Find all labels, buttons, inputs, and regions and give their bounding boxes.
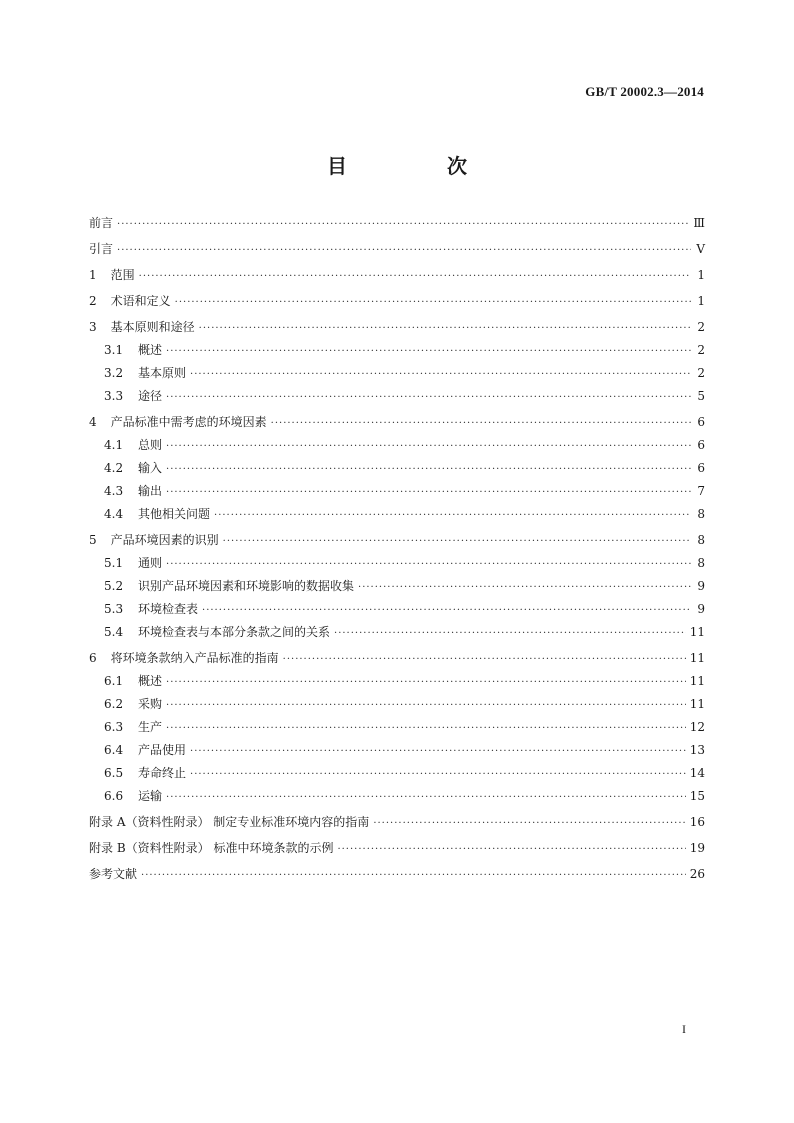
- toc-entry-page: 8: [697, 556, 705, 570]
- table-of-contents: [89, 216, 705, 883]
- toc-entry-page: 19: [689, 841, 705, 855]
- toc-entry-number: 5: [89, 533, 97, 547]
- toc-entry-page: 6: [697, 438, 705, 452]
- toc-dot-leader: [166, 440, 691, 454]
- toc-dot-leader: [223, 535, 691, 549]
- toc-entry-label: 术语和定义: [110, 294, 171, 308]
- toc-entry-page: 13: [689, 743, 705, 757]
- toc-entry-label: 寿命终止: [138, 766, 187, 780]
- toc-entry[interactable]: [89, 625, 705, 641]
- toc-entry-page: 12: [689, 720, 705, 734]
- toc-dot-leader: [166, 676, 686, 690]
- toc-entry[interactable]: [89, 720, 705, 736]
- toc-entry[interactable]: [89, 556, 705, 572]
- toc-entry[interactable]: [89, 651, 705, 667]
- toc-entry[interactable]: [89, 533, 705, 549]
- toc-dot-leader: [166, 791, 686, 805]
- toc-entry-page: 6: [697, 415, 705, 429]
- toc-entry-page: 11: [689, 651, 705, 665]
- toc-entry[interactable]: [89, 268, 705, 284]
- toc-entry[interactable]: [89, 484, 705, 500]
- toc-entry-page: 11: [689, 674, 705, 688]
- toc-entry-number: 6.4: [104, 743, 124, 757]
- toc-dot-leader: [166, 486, 691, 500]
- toc-entry-number: 5.2: [104, 579, 124, 593]
- toc-entry-page: Ⅴ: [696, 242, 705, 256]
- toc-entry-number: 6.2: [104, 697, 124, 711]
- toc-entry-label: 识别产品环境因素和环境影响的数据收集: [138, 579, 355, 593]
- toc-entry-label: 附录 B（资料性附录） 标准中环境条款的示例: [89, 841, 334, 855]
- toc-entry-number: 6.5: [104, 766, 124, 780]
- toc-dot-leader: [166, 558, 691, 572]
- toc-entry-number: 6.1: [104, 674, 124, 688]
- toc-entry-number: 6.3: [104, 720, 124, 734]
- toc-entry-label: 概述: [138, 674, 163, 688]
- toc-entry[interactable]: [89, 602, 705, 618]
- page-title: 目 次: [327, 154, 507, 178]
- toc-dot-leader: [175, 296, 691, 310]
- toc-entry-label: 参考文献: [89, 867, 138, 881]
- toc-entry-label: 产品使用: [138, 743, 187, 757]
- toc-entry[interactable]: [89, 389, 705, 405]
- toc-entry-page: Ⅲ: [693, 216, 705, 230]
- toc-entry[interactable]: [89, 242, 705, 258]
- toc-entry-label: 其他相关问题: [138, 507, 211, 521]
- toc-entry[interactable]: [89, 343, 705, 359]
- toc-entry[interactable]: [89, 438, 705, 454]
- toc-entry-label: 环境检查表: [138, 602, 199, 616]
- toc-dot-leader: [214, 509, 691, 523]
- toc-dot-leader: [166, 391, 691, 405]
- toc-entry-number: 4.2: [104, 461, 124, 475]
- toc-entry-number: 6.6: [104, 789, 124, 803]
- toc-entry-label: 通则: [138, 556, 163, 570]
- toc-dot-leader: [373, 817, 685, 831]
- toc-entry[interactable]: [89, 216, 705, 232]
- toc-entry-label: 概述: [138, 343, 163, 357]
- toc-dot-leader: [141, 869, 686, 883]
- toc-entry[interactable]: [89, 579, 705, 595]
- toc-entry-number: 3.1: [104, 343, 124, 357]
- toc-entry[interactable]: [89, 674, 705, 690]
- toc-dot-leader: [337, 843, 685, 857]
- toc-entry-number: 3.3: [104, 389, 124, 403]
- toc-entry-label: 途径: [138, 389, 163, 403]
- toc-entry-page: 1: [697, 294, 705, 308]
- toc-entry[interactable]: [89, 697, 705, 713]
- toc-dot-leader: [139, 270, 691, 284]
- toc-entry-label: 产品标准中需考虑的环境因素: [110, 415, 267, 429]
- toc-dot-leader: [190, 745, 686, 759]
- toc-entry[interactable]: [89, 461, 705, 477]
- toc-entry-label: 基本原则和途径: [110, 320, 195, 334]
- toc-entry-number: 3: [89, 320, 97, 334]
- toc-dot-leader: [117, 218, 689, 232]
- toc-entry[interactable]: [89, 815, 705, 831]
- toc-entry[interactable]: [89, 867, 705, 883]
- toc-entry-page: 14: [689, 766, 705, 780]
- toc-entry-label: 环境检查表与本部分条款之间的关系: [138, 625, 331, 639]
- toc-entry[interactable]: [89, 507, 705, 523]
- toc-entry-page: 9: [697, 579, 705, 593]
- toc-entry-label: 采购: [138, 697, 163, 711]
- toc-entry-number: 2: [89, 294, 97, 308]
- toc-dot-leader: [166, 699, 686, 713]
- toc-dot-leader: [271, 417, 691, 431]
- toc-dot-leader: [190, 768, 686, 782]
- toc-entry-label: 前言: [89, 216, 114, 230]
- toc-dot-leader: [202, 604, 691, 618]
- toc-entry-page: 6: [697, 461, 705, 475]
- toc-entry-page: 16: [689, 815, 705, 829]
- toc-dot-leader: [190, 368, 691, 382]
- toc-dot-leader: [166, 463, 691, 477]
- toc-dot-leader: [199, 322, 691, 336]
- toc-dot-leader: [358, 581, 691, 595]
- toc-entry-number: 5.3: [104, 602, 124, 616]
- toc-entry-number: 4.3: [104, 484, 124, 498]
- toc-entry[interactable]: [89, 789, 705, 805]
- toc-entry-page: 2: [697, 343, 705, 357]
- toc-entry[interactable]: [89, 743, 705, 759]
- toc-entry-page: 11: [689, 697, 705, 711]
- toc-dot-leader: [117, 244, 691, 258]
- toc-entry-label: 基本原则: [138, 366, 187, 380]
- toc-entry-number: 4.4: [104, 507, 124, 521]
- toc-entry-label: 范围: [110, 268, 135, 282]
- toc-dot-leader: [283, 653, 686, 667]
- toc-entry-page: 2: [697, 320, 705, 334]
- toc-entry-page: 11: [689, 625, 705, 639]
- page-number: I: [682, 1022, 686, 1036]
- toc-dot-leader: [166, 345, 691, 359]
- toc-entry-page: 9: [697, 602, 705, 616]
- toc-entry-page: 26: [689, 867, 705, 881]
- toc-entry-number: 3.2: [104, 366, 124, 380]
- toc-entry-page: 2: [697, 366, 705, 380]
- toc-entry-number: 5.4: [104, 625, 124, 639]
- toc-entry-label: 运输: [138, 789, 163, 803]
- toc-dot-leader: [166, 722, 686, 736]
- toc-entry-label: 输入: [138, 461, 163, 475]
- toc-entry[interactable]: [89, 766, 705, 782]
- toc-entry-label: 输出: [138, 484, 163, 498]
- toc-entry-page: 15: [689, 789, 705, 803]
- toc-entry[interactable]: [89, 366, 705, 382]
- toc-entry-page: 8: [697, 533, 705, 547]
- toc-entry-page: 1: [697, 268, 705, 282]
- toc-entry[interactable]: [89, 320, 705, 336]
- toc-entry[interactable]: [89, 294, 705, 310]
- toc-dot-leader: [334, 627, 686, 641]
- toc-entry-label: 生产: [138, 720, 163, 734]
- toc-entry[interactable]: [89, 841, 705, 857]
- toc-entry-number: 4.1: [104, 438, 124, 452]
- toc-entry-number: 1: [89, 268, 97, 282]
- toc-entry-label: 附录 A（资料性附录） 制定专业标准环境内容的指南: [89, 815, 370, 829]
- standard-code: GB/T 20002.3—2014: [585, 84, 704, 99]
- toc-entry-label: 将环境条款纳入产品标准的指南: [110, 651, 279, 665]
- toc-entry-page: 7: [697, 484, 705, 498]
- toc-entry-page: 8: [697, 507, 705, 521]
- toc-entry-page: 5: [697, 389, 705, 403]
- toc-entry-label: 产品环境因素的识别: [110, 533, 219, 547]
- toc-entry-number: 4: [89, 415, 97, 429]
- toc-entry[interactable]: [89, 415, 705, 431]
- toc-entry-label: 总则: [138, 438, 163, 452]
- toc-entry-number: 6: [89, 651, 97, 665]
- toc-entry-number: 5.1: [104, 556, 124, 570]
- toc-entry-label: 引言: [89, 242, 114, 256]
